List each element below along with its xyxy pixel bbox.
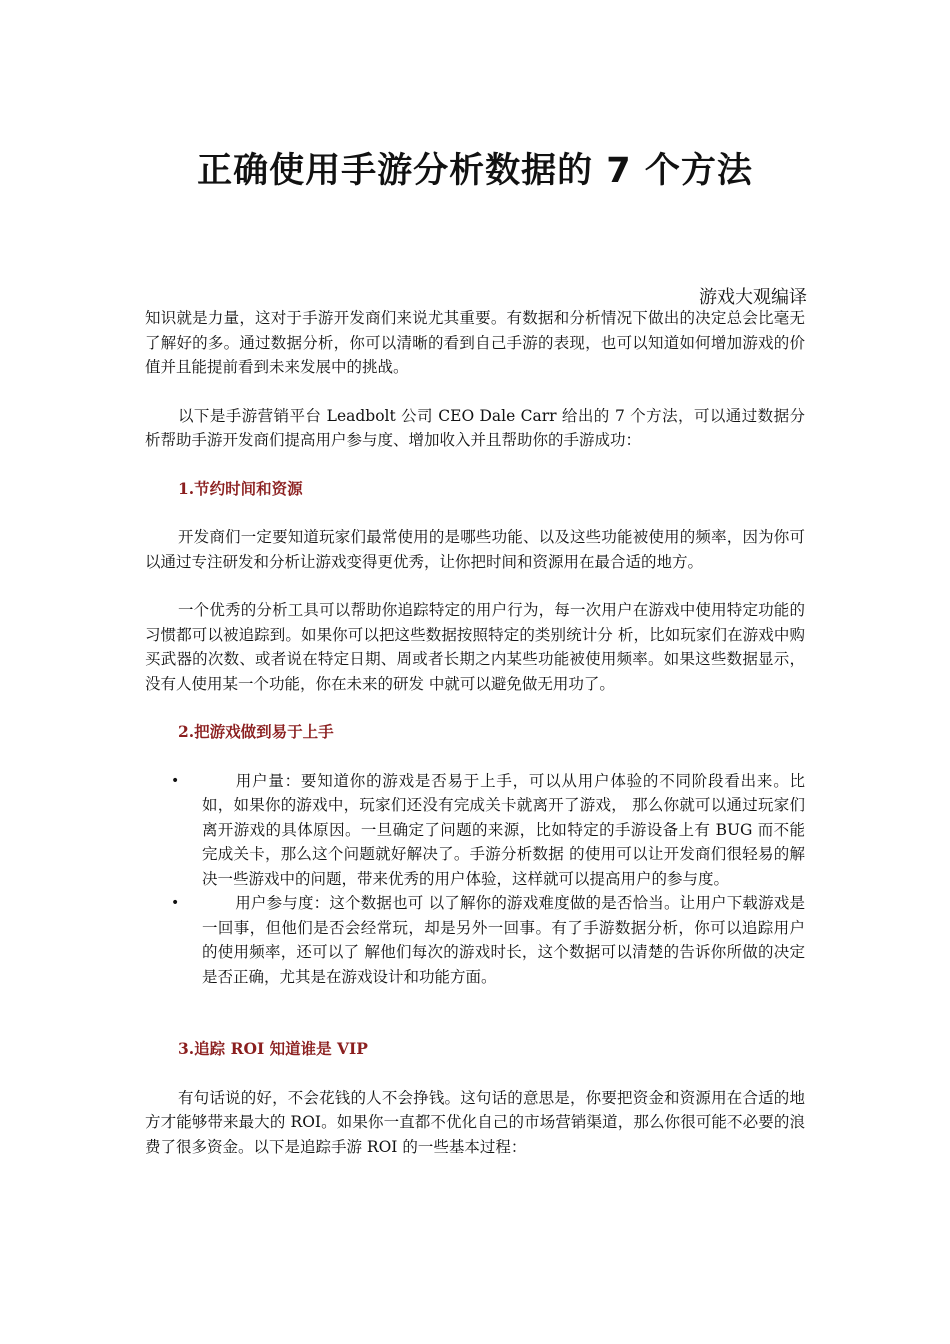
section-heading-1: 1.节约时间和资源 bbox=[178, 478, 303, 498]
section-heading-3: 3.追踪 ROI 知道谁是 VIP bbox=[178, 1039, 368, 1058]
lead-paragraph: 以下是手游营销平台 Leadbolt 公司 CEO Dale Carr 给出的 7 个方法，可以通过数据分析帮助手游开发商们提高用户参与度、增加收入并且帮助你的手游成功： bbox=[145, 406, 805, 449]
section1-paragraph-1: 开发商们一定要知道玩家们最常使用的是哪些功能、以及这些功能被使用的频率，因为你可以通过专注研发和分析让游戏变得更优秀，让你把时间和资源用在最合适的地方。 bbox=[145, 528, 805, 571]
list-item bbox=[145, 769, 805, 892]
bullet-dot-icon: • bbox=[171, 895, 180, 911]
article-body bbox=[145, 306, 805, 1159]
list-item-text: 用户参与度：这个数据也可 以了解你的游戏难度做的是否恰当。让用户下载游戏是一回事，但他们是否会经常玩，却是另外一回事。有了手游数据分析，你可以追踪用户的使用频率，还可以了 解他们每次的游戏时长，这个数据可以清楚的告诉你所做的决定是否正确，尤其是在游戏设计和功能方面。 bbox=[202, 894, 805, 986]
section3-paragraph-1: 有句话说的好，不会花钱的人不会挣钱。这句话的意思是，你要把资金和资源用在合适的地方才能够带来最大的 ROI。如果你一直都不优化自己的市场营销渠道，那么你很可能不必要的浪费了很多资金。以下是追踪手游 ROI 的一些基本过程： bbox=[145, 1088, 805, 1156]
list-item bbox=[145, 891, 805, 989]
section-heading-2: 2.把游戏做到易于上手 bbox=[178, 722, 334, 741]
byline: 游戏大观编译 bbox=[699, 287, 807, 308]
section1-paragraph-2: 一个优秀的分析工具可以帮助你追踪特定的用户行为，每一次用户在游戏中使用特定功能的习惯都可以被追踪到。如果你可以把这些数据按照特定的类别统计分 析，比如玩家们在游戏中购买武器的次数、或者说在特定日期、周或者长期之内某些功能被使用频率。如果这些数据显示，没有人使用某一个功能，你在未来的研发 中就可以避免做无用功了。 bbox=[145, 601, 805, 693]
bullet-list bbox=[145, 769, 805, 990]
intro-paragraph: 知识就是力量，这对于手游开发商们来说尤其重要。有数据和分析情况下做出的决定总会比毫无了解好的多。通过数据分析，你可以清晰的看到自己手游的表现，也可以知道如何增加游戏的价值并且能提前看到未来发展中的挑战。 bbox=[145, 309, 805, 376]
bullet-dot-icon: • bbox=[171, 772, 180, 789]
list-item-text: 用户量：要知道你的游戏是否易于上手，可以从用户体验的不同阶段看出来。比如，如果你的游戏中，玩家们还没有完成关卡就离开了游戏， 那么你就可以通过玩家们离开游戏的具体原因。一旦确定了问题的来源，比如特定的手游设备上有 BUG 而不能完成关卡，那么这个问题就好解决了。手游分析数据 的使用可以让开发商们很轻易的解决一些游戏中的问题，带来优秀的用户体验，这样就可以提高用户的参与度。 bbox=[202, 771, 805, 888]
document-title: 正确使用手游分析数据的 7 个方法 bbox=[197, 151, 753, 191]
